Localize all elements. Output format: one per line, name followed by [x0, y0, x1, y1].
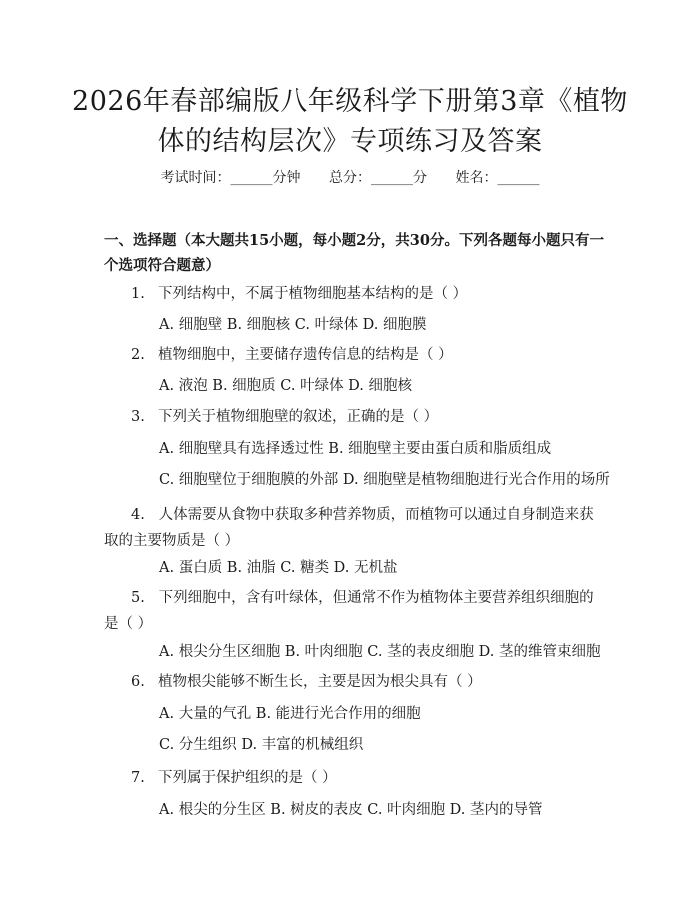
exam-info-line: [0, 168, 700, 188]
question-3-options-line1: A. 细胞壁具有选择透过性 B. 细胞壁主要由蛋白质和脂质组成: [159, 441, 552, 457]
exam-time-field: 考试时间：______分钟: [160, 170, 301, 186]
section-heading: 一、选择题（本大题共15小题，每小题2分，共30分。下列各题每小题只有一个选项符合题意）: [104, 232, 604, 274]
question-stem: 植物细胞中，主要储存遗传信息的结构是（ ）: [158, 347, 453, 363]
question-stem: 下列细胞中，含有叶绿体，但通常不作为植物体主要营养组织细胞的是（ ）: [104, 590, 594, 632]
question-number: 3.: [131, 409, 145, 425]
question-3: [104, 404, 604, 430]
question-2-options: A. 液泡 B. 细胞质 C. 叶绿体 D. 细胞核: [159, 378, 413, 394]
question-4: [104, 502, 604, 554]
document-title: 2026年春部编版八年级科学下册第3章《植物体的结构层次》专项练习及答案: [72, 86, 628, 157]
total-score-field: 总分：______分: [329, 170, 427, 186]
question-stem: 下列结构中，不属于植物细胞基本结构的是（ ）: [158, 286, 468, 302]
question-7: [104, 765, 604, 791]
question-number: 5.: [131, 590, 145, 606]
question-4-options: A. 蛋白质 B. 油脂 C. 糖类 D. 无机盐: [159, 560, 398, 576]
question-number: 2.: [131, 347, 145, 363]
question-5-options: A. 根尖分生区细胞 B. 叶肉细胞 C. 茎的表皮细胞 D. 茎的维管束细胞: [159, 644, 601, 660]
question-6-options-line2: C. 分生组织 D. 丰富的机械组织: [159, 737, 364, 753]
question-number: 4.: [131, 507, 145, 523]
question-stem: 下列关于植物细胞壁的叙述，正确的是（ ）: [158, 409, 439, 425]
question-1-options: A. 细胞壁 B. 细胞核 C. 叶绿体 D. 细胞膜: [159, 317, 427, 333]
question-stem: 植物根尖能够不断生长，主要是因为根尖具有（ ）: [158, 674, 482, 690]
question-3-options-line2: C. 细胞壁位于细胞膜的外部 D. 细胞壁是植物细胞进行光合作用的场所: [159, 472, 610, 488]
question-7-options: A. 根尖的分生区 B. 树皮的表皮 C. 叶肉细胞 D. 茎内的导管: [159, 802, 543, 818]
question-stem: 人体需要从食物中获取多种营养物质，而植物可以通过自身制造来获取的主要物质是（ ）: [104, 507, 594, 549]
student-name-field: 姓名：______: [455, 170, 540, 186]
question-number: 7.: [131, 770, 145, 786]
question-2: [104, 342, 604, 368]
question-5: [104, 585, 604, 637]
question-1: [104, 281, 604, 307]
question-stem: 下列属于保护组织的是（ ）: [158, 770, 337, 786]
question-6: [104, 669, 604, 695]
question-number: 6.: [131, 674, 145, 690]
question-number: 1.: [131, 286, 145, 302]
question-6-options-line1: A. 大量的气孔 B. 能进行光合作用的细胞: [159, 706, 421, 722]
